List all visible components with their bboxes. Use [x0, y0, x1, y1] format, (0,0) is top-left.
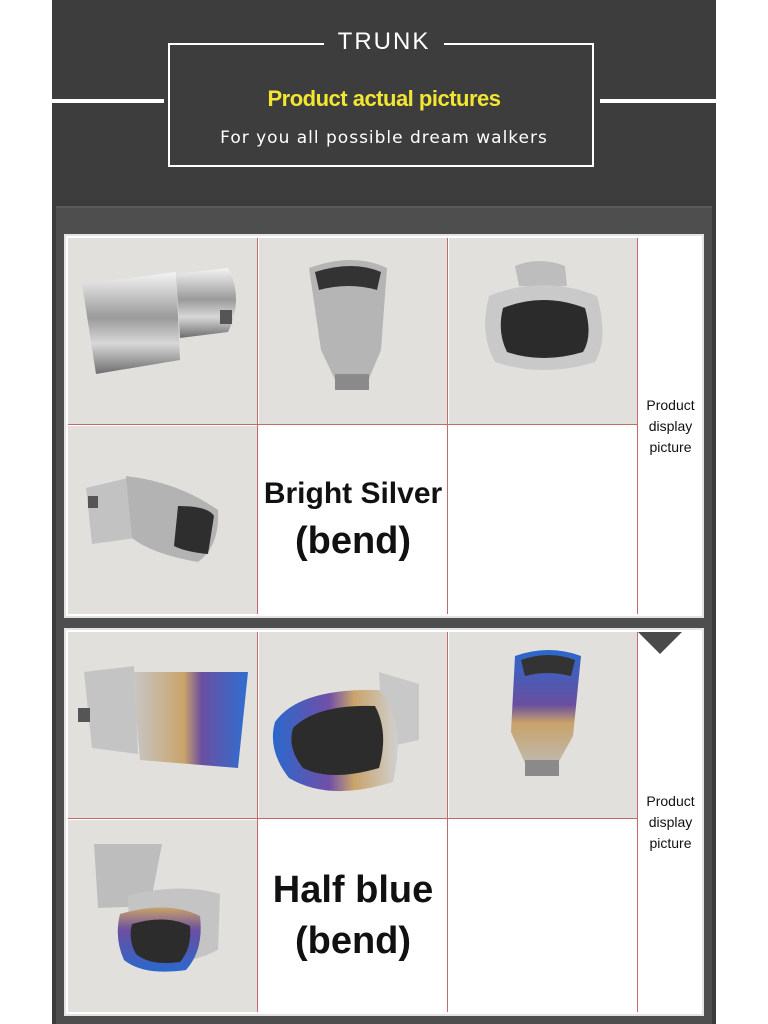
product-photo-4[interactable] — [68, 426, 257, 614]
product-photo-1[interactable] — [68, 238, 257, 424]
variant-shape: (bend) — [294, 920, 412, 962]
side-label-line: Product — [646, 396, 695, 413]
product-photo-2[interactable] — [259, 238, 447, 424]
product-photo-7[interactable] — [449, 632, 637, 818]
variant-section-half-blue — [64, 628, 704, 1016]
product-photo-6[interactable] — [259, 632, 447, 818]
grid-divider — [637, 632, 638, 1012]
product-photo-8[interactable] — [68, 820, 257, 1012]
grid-divider — [68, 818, 638, 819]
grid-divider — [447, 632, 448, 1012]
header-tagline: For you all possible dream walkers — [220, 128, 548, 148]
header-subtitle: Product actual pictures — [267, 86, 501, 111]
variant-section-silver — [64, 234, 704, 618]
side-label-line: picture — [649, 834, 692, 851]
product-page — [52, 0, 716, 1024]
grid-divider — [257, 632, 258, 1012]
product-gallery — [56, 206, 712, 1024]
variant-label-cell — [259, 426, 447, 614]
empty-cell — [449, 426, 637, 614]
product-photo-5[interactable] — [68, 632, 257, 818]
side-label-cell — [639, 632, 702, 1012]
variant-name: Bright Silver — [263, 476, 443, 510]
side-label-line: picture — [649, 438, 692, 455]
page-header — [52, 0, 716, 200]
side-label-cell — [639, 238, 702, 614]
side-label-line: display — [648, 813, 693, 830]
grid-divider — [637, 238, 638, 614]
variant-shape: (bend) — [294, 520, 412, 562]
grid-divider — [447, 238, 448, 614]
grid-divider — [257, 238, 258, 614]
side-label-line: Product — [646, 792, 695, 809]
variant-label-cell — [259, 820, 447, 1012]
brand-title: TRUNK — [52, 28, 716, 56]
product-photo-3[interactable] — [449, 238, 637, 424]
side-label-line: display — [648, 417, 693, 434]
grid-divider — [68, 424, 638, 425]
variant-name: Half blue — [272, 868, 434, 911]
empty-cell — [449, 820, 637, 1012]
